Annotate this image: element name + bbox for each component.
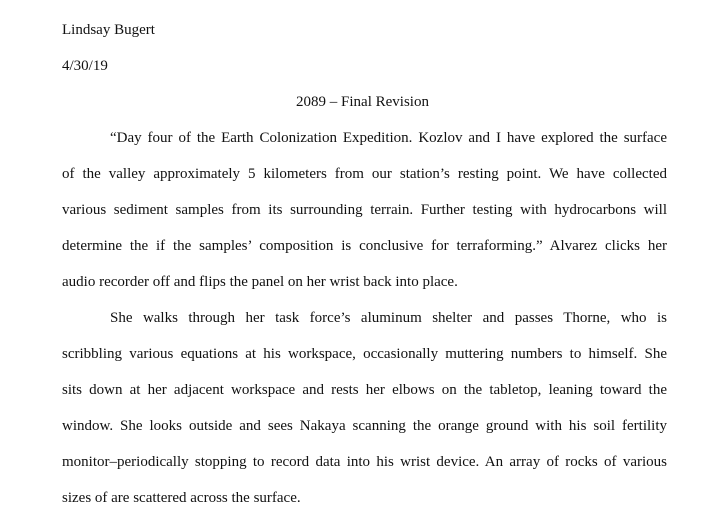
paragraph-2-line-4: window. She looks outside and sees Nakaya scanning the orange ground with his soil fertility: [62, 418, 667, 434]
paragraph-1-line-4: determine the if the samples’ composition is conclusive for terraforming.” Alvarez clicks her: [62, 238, 667, 254]
paragraph-1-line-3: various sediment samples from its surrounding terrain. Further testing with hydrocarbons will: [62, 202, 667, 218]
paragraph-1-line-5: audio recorder off and flips the panel on her wrist back into place.: [62, 274, 458, 290]
paragraph-2-line-2: scribbling various equations at his workspace, occasionally muttering numbers to himself. She: [62, 346, 667, 362]
paragraph-2-line-6: sizes of are scattered across the surface.: [62, 490, 301, 506]
paragraph-1-line-1: “Day four of the Earth Colonization Expedition. Kozlov and I have explored the surface: [110, 130, 667, 146]
paragraph-2-line-5: monitor–periodically stopping to record data into his wrist device. An array of rocks of various: [62, 454, 667, 470]
document-date: 4/30/19: [62, 58, 108, 74]
paragraph-2-line-3: sits down at her adjacent workspace and rests her elbows on the tabletop, leaning toward the: [62, 382, 667, 398]
paragraph-2-line-1: She walks through her task force’s aluminum shelter and passes Thorne, who is: [110, 310, 667, 326]
document-title: 2089 – Final Revision: [296, 94, 429, 110]
paragraph-1-line-2: of the valley approximately 5 kilometers from our station’s resting point. We have collected: [62, 166, 667, 182]
author-name: Lindsay Bugert: [62, 22, 155, 38]
